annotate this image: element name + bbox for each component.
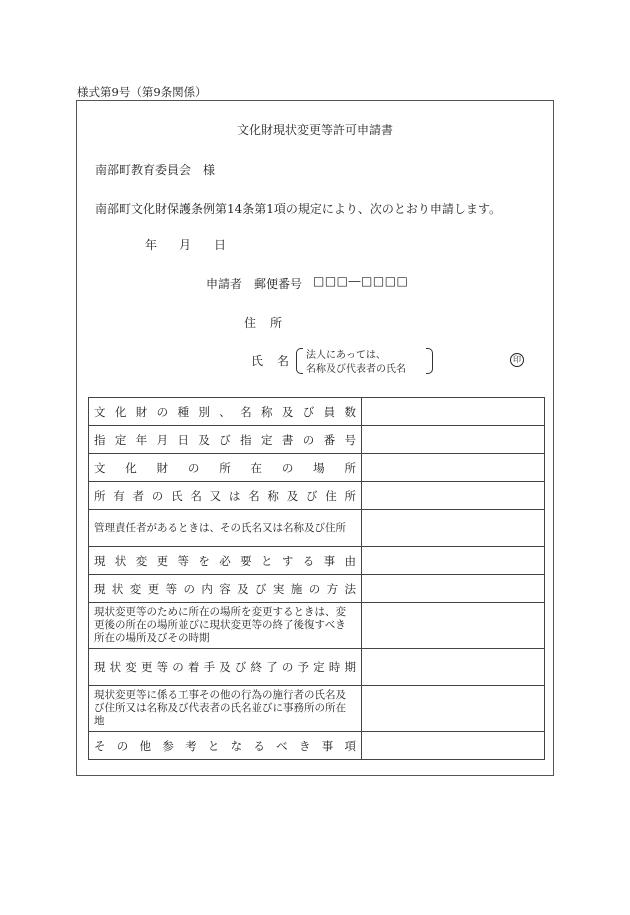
row-label: 指定年月日及び指定書の番号	[94, 432, 356, 447]
row-value-cell[interactable]	[362, 649, 545, 686]
seal-mark-icon: 印	[510, 353, 524, 367]
corporate-note-line1: 法人にあっては、	[306, 350, 386, 361]
table-row	[89, 686, 545, 732]
table-row	[89, 398, 545, 426]
form-title: 文化財現状変更等許可申請書	[236, 123, 393, 137]
postal-code-field[interactable]: □□□―□□□□	[313, 274, 409, 288]
row-label: 現状変更等の内容及び実施の方法	[94, 581, 356, 596]
postal-code-label: 郵便番号	[254, 277, 303, 291]
table-row	[89, 575, 545, 603]
address-label: 住所	[244, 316, 297, 330]
row-value-cell[interactable]	[362, 482, 545, 510]
row-label: 現状変更等のために所在の場所を変更するときは、変更後の所在の場所並びに現状変更等の終了後復すべき所在の場所及びその時期	[94, 606, 346, 644]
row-value-cell[interactable]	[362, 603, 545, 649]
row-value-cell[interactable]	[362, 547, 545, 575]
row-label: 現状変更等の着手及び終了の予定時期	[94, 660, 356, 674]
row-value-cell[interactable]	[362, 686, 545, 732]
application-statement: 南部町文化財保護条例第14条第1項の規定により、次のとおり申請します。	[95, 202, 501, 216]
row-value-cell[interactable]	[362, 510, 545, 547]
table-row	[89, 510, 545, 547]
date-month-label: 月	[179, 238, 192, 252]
row-label: その他参考となるべき事項	[94, 738, 356, 753]
table-row	[89, 649, 545, 686]
row-label: 所有者の氏名又は名称及び住所	[94, 488, 356, 503]
table-row	[89, 454, 545, 482]
table-row	[89, 547, 545, 575]
row-value-cell[interactable]	[362, 732, 545, 760]
row-value-cell[interactable]	[362, 426, 545, 454]
form-reference: 様式第9号（第9条関係）	[77, 85, 207, 99]
row-value-cell[interactable]	[362, 454, 545, 482]
row-label: 文化財の種別、名称及び員数	[94, 404, 356, 419]
row-label: 文化財の所在の場所	[94, 460, 356, 475]
details-table	[88, 397, 545, 760]
right-bracket	[426, 348, 433, 374]
addressee: 南部町教育委員会 様	[95, 163, 216, 177]
row-label: 現状変更等に係る工事その他の行為の施行者の氏名及び住所又は名称及び代表者の氏名並びに事務所の所在地	[94, 689, 346, 727]
name-label: 氏名	[251, 354, 304, 368]
row-value-cell[interactable]	[362, 575, 545, 603]
table-row	[89, 426, 545, 454]
row-label: 管理責任者があるときは、その氏名又は名称及び住所	[94, 521, 346, 534]
row-value-cell[interactable]	[362, 398, 545, 426]
corporate-note-line2: 名称及び代表者の氏名	[306, 364, 406, 375]
left-bracket	[296, 348, 303, 374]
row-label: 現状変更等を必要とする事由	[94, 553, 356, 568]
date-day-label: 日	[214, 238, 227, 252]
applicant-label: 申請者	[206, 277, 243, 291]
table-row	[89, 603, 545, 649]
table-row	[89, 732, 545, 760]
table-row	[89, 482, 545, 510]
date-year-label: 年	[145, 238, 158, 252]
